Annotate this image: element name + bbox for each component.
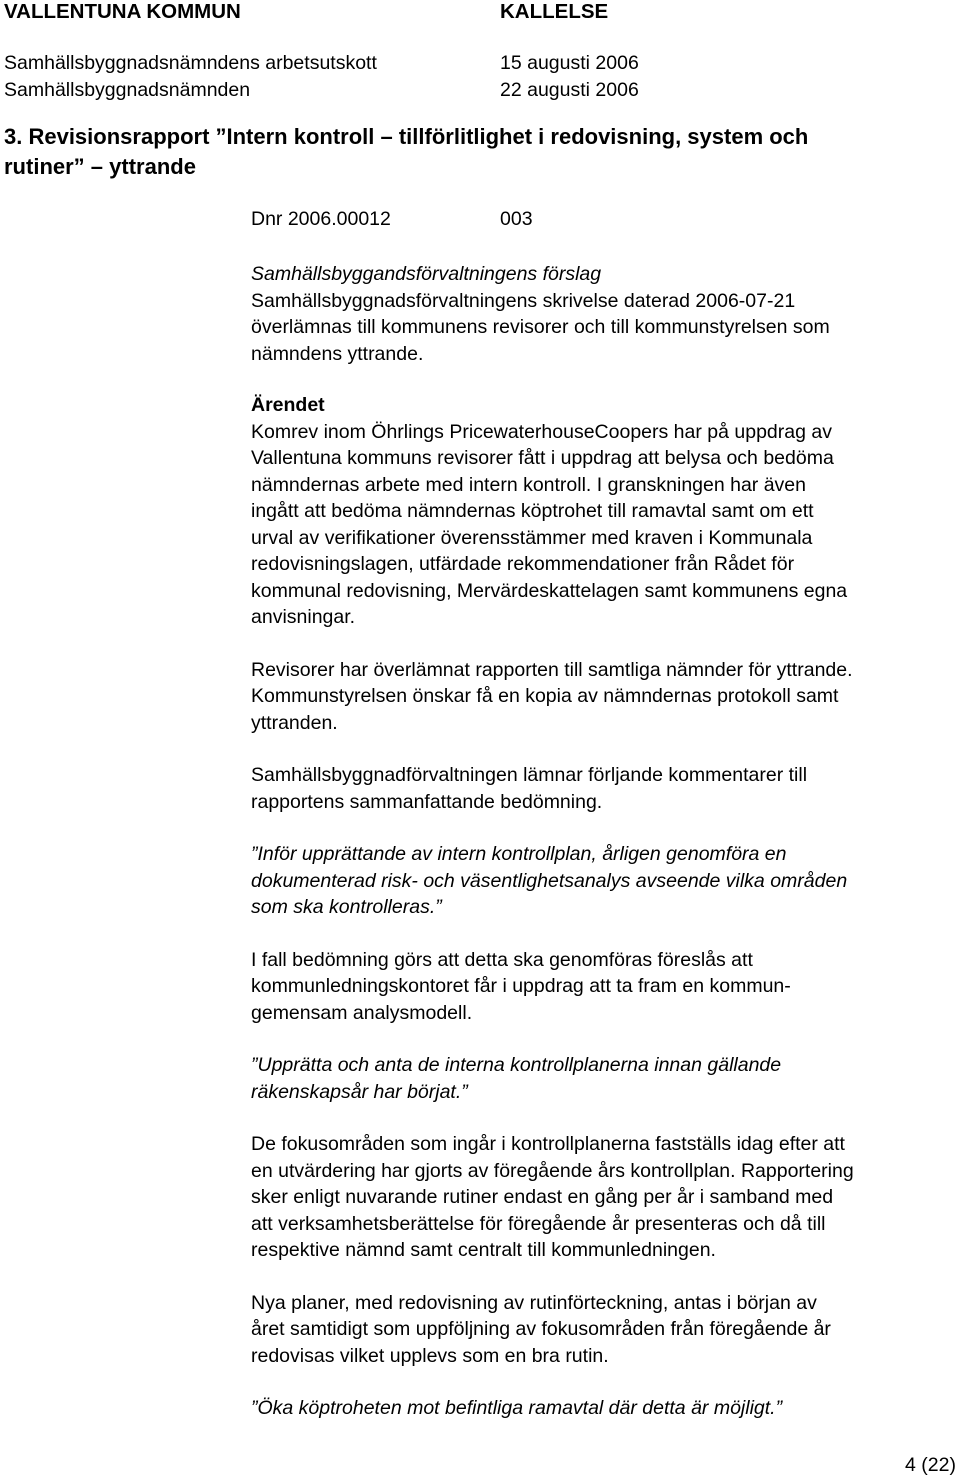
proposal-line: nämndens yttrande. (251, 342, 424, 365)
paragraph-line: yttranden. (251, 711, 338, 734)
paragraph-line: ingått att bedöma nämndernas köptrohet till ramavtal samt om ett (251, 500, 814, 522)
paragraph-line: Kommunstyrelsen önskar få en kopia av nämndernas protokoll samt (251, 685, 839, 707)
paragraph-line: kommunal redovisning, Mervärdeskattelagen samt kommunens egna (251, 579, 848, 602)
item-title-line: rutiner” – yttrande (4, 154, 196, 179)
paragraph-gap (251, 815, 960, 841)
paragraph-line: som ska kontrolleras.” (251, 896, 442, 918)
paragraph-line: redovisningslagen, utfärdade rekommendationer från Rådet för (251, 553, 795, 575)
document-type: KALLELSE (500, 0, 609, 23)
paragraph-line: att verksamhetsberättelse för föregående år presenteras och då till (251, 1212, 826, 1235)
body-paragraph (251, 419, 960, 631)
body-paragraph (251, 657, 960, 737)
paragraph-gap (251, 1026, 960, 1052)
paragraph-line: respektive nämnd samt centralt till kommunledningen. (251, 1239, 716, 1261)
paragraph-line: en utvärdering har gjorts av föregående års kontrollplan. Rapportering (251, 1159, 854, 1182)
paragraph-line: ”Inför upprättande av intern kontrollplan, årligen genomföra en (251, 843, 787, 865)
paragraph-line: räkenskapsår har börjat.” (251, 1080, 468, 1103)
paragraph-line: I fall bedömning görs att detta ska genomföras föreslås att (251, 948, 753, 971)
diary-number: Dnr 2006.00012 (251, 208, 391, 230)
paragraph-line: urval av verifikationer överensstämmer med kraven i Kommunala (251, 526, 813, 549)
paragraph-line: nämndernas arbete med intern kontroll. I granskningen har även (251, 473, 806, 496)
paragraph-line: sker enligt nuvarande rutiner endast en gång per år i samband med (251, 1186, 834, 1208)
paragraph-gap (251, 1369, 960, 1395)
page-number: 4 (22) (905, 1454, 956, 1476)
body-paragraph (251, 947, 960, 1027)
matter-paragraphs (251, 419, 960, 1422)
paragraph-line: Samhällsbyggnadförvaltningen lämnar förljande kommentarer till (251, 764, 808, 786)
body-paragraph (251, 762, 960, 815)
meeting-body-2: Samhällsbyggnadsnämnden (4, 79, 251, 101)
meeting-date-1: 15 augusti 2006 (500, 52, 639, 74)
paragraph-line: Nya planer, med redovisning av rutinförteckning, antas i början av (251, 1291, 817, 1314)
item-title (4, 122, 944, 182)
paragraph-line: dokumenterad risk- och väsentlighetsanalys avseende vilka områden (251, 869, 848, 892)
paragraph-line: anvisningar. (251, 606, 356, 628)
paragraph-gap (251, 1264, 960, 1290)
paragraph-line: Komrev inom Öhrlings PricewaterhouseCoopers har på uppdrag av (251, 420, 832, 443)
matter-section (251, 392, 960, 1422)
proposal-heading: Samhällsbyggandsförvaltningens förslag (251, 263, 602, 285)
paragraph-gap (251, 921, 960, 947)
paragraph-line: året samtidigt som uppföljning av fokusområden från föregående år (251, 1318, 831, 1340)
paragraph-line: kommunledningskontoret får i uppdrag att ta fram en kommun- (251, 975, 791, 997)
meeting-date-2: 22 augusti 2006 (500, 79, 639, 101)
paragraph-line: Vallentuna kommuns revisorer fått i uppdrag att belysa och bedöma (251, 447, 834, 469)
quoted-recommendation (251, 1395, 960, 1422)
meeting-body-1: Samhällsbyggnadsnämndens arbetsutskott (4, 52, 377, 74)
paragraph-line: redovisas vilket upplevs som en bra rutin. (251, 1344, 609, 1367)
paragraph-line: De fokusområden som ingår i kontrollplanerna fastställs idag efter att (251, 1133, 845, 1155)
body-paragraph (251, 1131, 960, 1264)
proposal-section (251, 261, 960, 367)
body-paragraph (251, 1290, 960, 1370)
quoted-recommendation (251, 841, 960, 921)
paragraph-line: Revisorer har överlämnat rapporten till samtliga nämnder för yttrande. (251, 658, 853, 681)
quoted-recommendation (251, 1052, 960, 1105)
item-title-line: 3. Revisionsrapport ”Intern kontroll – tillförlitlighet i redovisning, system och (4, 124, 809, 149)
paragraph-gap (251, 631, 960, 657)
organization-name: VALLENTUNA KOMMUN (4, 0, 241, 23)
paragraph-line: gemensam analysmodell. (251, 1001, 473, 1024)
paragraph-line: rapportens sammanfattande bedömning. (251, 790, 603, 813)
matter-heading: Ärendet (251, 394, 325, 416)
paragraph-line: ”Öka köptroheten mot befintliga ramavtal där detta är möjligt.” (251, 1397, 783, 1419)
proposal-line: Samhällsbyggnadsförvaltningens skrivelse daterad 2006-07-21 (251, 289, 796, 312)
paragraph-gap (251, 736, 960, 762)
proposal-line: överlämnas till kommunens revisorer och till kommunstyrelsen som (251, 316, 830, 338)
paragraph-gap (251, 1105, 960, 1131)
paragraph-line: ”Upprätta och anta de interna kontrollplanerna innan gällande (251, 1054, 782, 1076)
diary-code: 003 (500, 208, 533, 230)
